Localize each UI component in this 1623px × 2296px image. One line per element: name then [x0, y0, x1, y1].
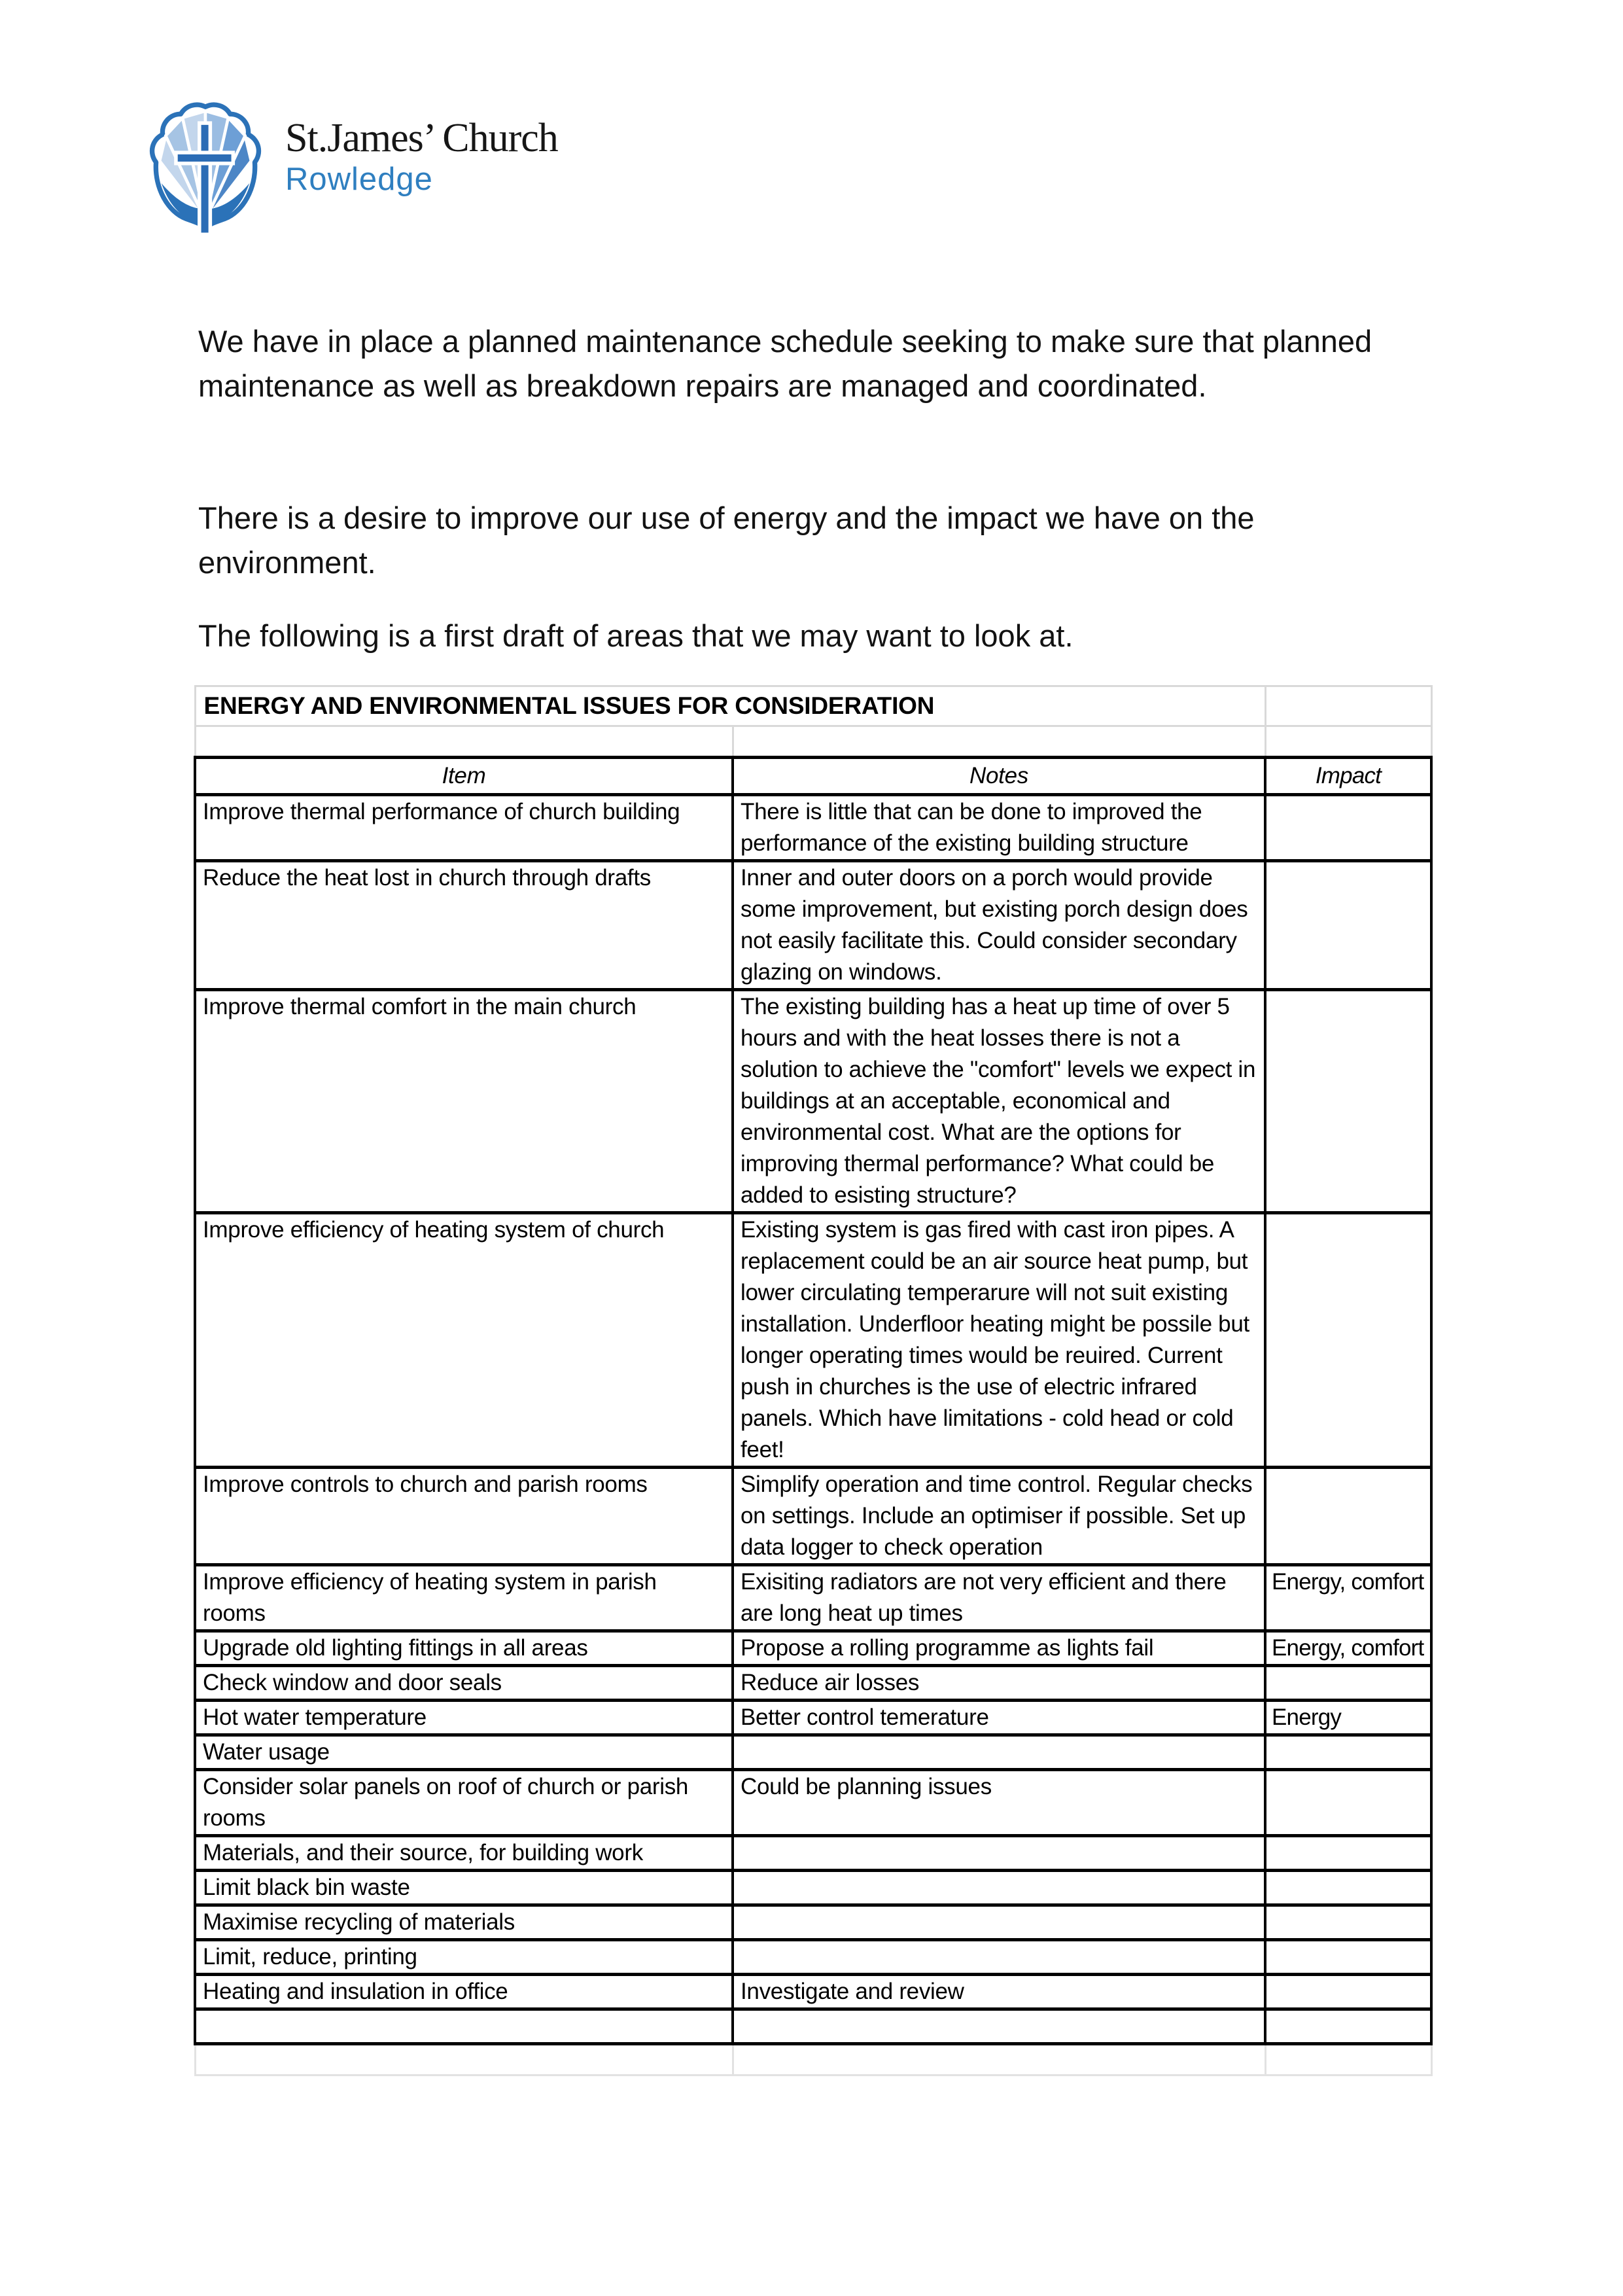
table-row [195, 1735, 1431, 1770]
impact-cell [1265, 1940, 1431, 1975]
item-cell: Limit black bin waste [195, 1871, 733, 1905]
impact-cell [1265, 1468, 1431, 1565]
paragraph-maintenance: We have in place a planned maintenance schedule seeking to make sure that planned maintenance as well as breakdown repairs are managed and coordinated. [198, 324, 1372, 403]
notes-cell: Better control temerature [733, 1701, 1265, 1735]
notes-cell: Could be planning issues [733, 1770, 1265, 1836]
notes-cell: Investigate and review [733, 1975, 1265, 2009]
table-row [195, 1666, 1431, 1701]
issues-table [194, 685, 1433, 2076]
notes-cell: Inner and outer doors on a porch would provide some improvement, but existing porch design does not easily facilitate this. Could consider secondary glazing on windows. [733, 861, 1265, 990]
table-row [195, 795, 1431, 861]
item-cell [195, 2044, 733, 2075]
impact-cell [1265, 1975, 1431, 2009]
table-row [195, 1565, 1431, 1631]
table-row [195, 1905, 1431, 1940]
item-cell: Check window and door seals [195, 1666, 733, 1701]
item-cell: Improve efficiency of heating system of church [195, 1213, 733, 1468]
church-logo [145, 93, 558, 238]
notes-cell: Existing system is gas fired with cast iron pipes. A replacement could be an air source heat pump, but lower circulating temperarure will not suit existing installation. Underfloor heating might be possile but longer operating times would be reuired. Current push in churches is the use of electric infrared panels. Which have limitations - cold head or cold feet! [733, 1213, 1265, 1468]
item-cell: Water usage [195, 1735, 733, 1770]
table-title-impact-cell [1265, 686, 1431, 726]
impact-cell [1265, 1871, 1431, 1905]
table-row [195, 1468, 1431, 1565]
impact-cell [1265, 861, 1431, 990]
notes-cell [733, 1836, 1265, 1871]
item-cell: Hot water temperature [195, 1701, 733, 1735]
logo-title: St.James’ Church [285, 116, 558, 160]
notes-cell [733, 1735, 1265, 1770]
notes-cell: Exisiting radiators are not very efficient and there are long heat up times [733, 1565, 1265, 1631]
paragraph-first-draft: The following is a first draft of areas that we may want to look at. [198, 618, 1073, 653]
impact-cell [1265, 795, 1431, 861]
table-row [195, 990, 1431, 1213]
table-row [195, 1770, 1431, 1836]
column-header-notes: Notes [733, 758, 1265, 795]
spacer-cell [1265, 726, 1431, 758]
item-cell: Improve controls to church and parish rooms [195, 1468, 733, 1565]
impact-cell: Energy [1265, 1701, 1431, 1735]
column-header-row [195, 758, 1431, 795]
spacer-cell [733, 726, 1265, 758]
notes-cell [733, 1871, 1265, 1905]
impact-cell [1265, 1905, 1431, 1940]
notes-cell [733, 2044, 1265, 2075]
item-cell: Maximise recycling of materials [195, 1905, 733, 1940]
impact-cell [1265, 1213, 1431, 1468]
impact-cell [1265, 1666, 1431, 1701]
notes-cell [733, 2009, 1265, 2044]
notes-cell: Propose a rolling programme as lights fail [733, 1631, 1265, 1666]
notes-cell [733, 1940, 1265, 1975]
notes-cell: There is little that can be done to improved the performance of the existing building structure [733, 795, 1265, 861]
logo-subtitle: Rowledge [285, 162, 433, 197]
impact-cell [1265, 1836, 1431, 1871]
table-row [195, 1836, 1431, 1871]
spacer-cell [195, 726, 733, 758]
notes-cell [733, 1905, 1265, 1940]
spacer-row [195, 726, 1431, 758]
item-cell: Improve thermal performance of church building [195, 795, 733, 861]
notes-cell: Reduce air losses [733, 1666, 1265, 1701]
table-row [195, 1701, 1431, 1735]
item-cell: Consider solar panels on roof of church or parish rooms [195, 1770, 733, 1836]
item-cell: Upgrade old lighting fittings in all areas [195, 1631, 733, 1666]
paragraph-energy-desire: There is a desire to improve our use of energy and the impact we have on the environment. [198, 501, 1255, 580]
impact-cell [1265, 2044, 1431, 2075]
table-row [195, 1213, 1431, 1468]
scallop-shell-cross-icon [145, 93, 266, 238]
notes-cell: The existing building has a heat up time of over 5 hours and with the heat losses there is not a solution to achieve the "comfort" levels we expect in buildings at an acceptable, economical and environmental cost. What are the options for improving thermal performance? What could be added to esisting structure? [733, 990, 1265, 1213]
table-row [195, 1631, 1431, 1666]
item-cell [195, 2009, 733, 2044]
column-header-impact: Impact [1265, 758, 1431, 795]
column-header-item: Item [195, 758, 733, 795]
impact-cell: Energy, comfort [1265, 1565, 1431, 1631]
item-cell: Improve efficiency of heating system in parish rooms [195, 1565, 733, 1631]
table-row [195, 1940, 1431, 1975]
empty-row [195, 2009, 1431, 2044]
table-row [195, 1975, 1431, 2009]
item-cell: Improve thermal comfort in the main church [195, 990, 733, 1213]
table-row [195, 1871, 1431, 1905]
table-row [195, 861, 1431, 990]
table-title: ENERGY AND ENVIRONMENTAL ISSUES FOR CONSIDERATION [195, 686, 1265, 726]
impact-cell: Energy, comfort [1265, 1631, 1431, 1666]
item-cell: Limit, reduce, printing [195, 1940, 733, 1975]
item-cell: Heating and insulation in office [195, 1975, 733, 2009]
logo-text [285, 93, 558, 196]
impact-cell [1265, 1770, 1431, 1836]
empty-row [195, 2044, 1431, 2075]
item-cell: Materials, and their source, for building work [195, 1836, 733, 1871]
impact-cell [1265, 990, 1431, 1213]
notes-cell: Simplify operation and time control. Regular checks on settings. Include an optimiser if possible. Set up data logger to check operation [733, 1468, 1265, 1565]
impact-cell [1265, 1735, 1431, 1770]
table-title-row [195, 686, 1431, 726]
impact-cell [1265, 2009, 1431, 2044]
item-cell: Reduce the heat lost in church through drafts [195, 861, 733, 990]
